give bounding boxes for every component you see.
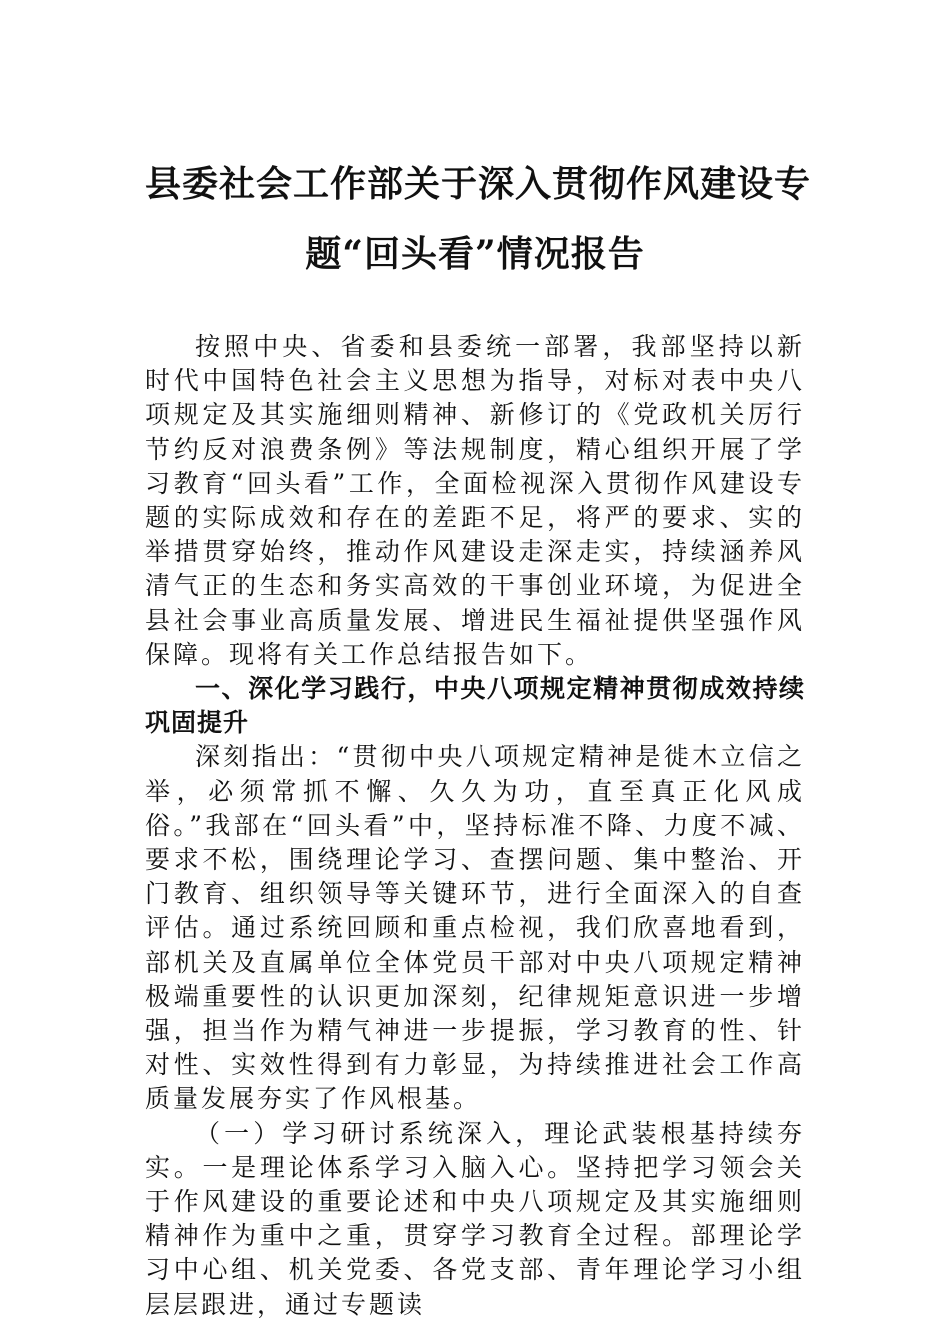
section-heading-1: 一、深化学习践行，中央八项规定精神贯彻成效持续巩固提升 [145,674,805,738]
document-title-line-1: 县委社会工作部关于深入贯彻作风建设专 [145,163,812,205]
paragraph-intro: 按照中央、省委和县委统一部署，我部坚持以新时代中国特色社会主义思想为指导，对标对表中央八项规定及其实施细则精神、新修订的《党政机关厉行节约反对浪费条例》等法规制度，精心组织开展了学习教育“回头看”工作，全面检视深入贯彻作风建设专题的实际成效和存在的差距不足，将严的要求、实的举措贯穿始终，推动作风建设走深走实，持续涵养风清气正的生态和务实高效的干事创业环境，为促进全县社会事业高质量发展、增进民生福祉提供坚强作风保障。现将有关工作总结报告如下。 [145,332,805,669]
paragraph-section-1: 深刻指出：“贯彻中央八项规定精神是徙木立信之举，必须常抓不懈、久久为功，直至真正化风成俗。”我部在“回头看”中，坚持标准不降、力度不减、要求不松，围绕理论学习、查摆问题、集中整治、开门教育、组织领导等关键环节，进行全面深入的自查评估。通过系统回顾和重点检视，我们欣喜地看到，部机关及直属单位全体党员干部对中央八项规定精神极端重要性的认识更加深刻，纪律规矩意识进一步增强，担当作为精气神进一步提振，学习教育的性、针对性、实效性得到有力彰显，为持续推进社会工作高质量发展夯实了作风根基。 [145,742,805,1114]
document-title-line-2: 题“回头看”情况报告 [305,233,645,275]
document-body [145,330,805,1322]
paragraph-subsection-1: （一）学习研讨系统深入，理论武装根基持续夯实。一是理论体系学习入脑入心。坚持把学习领会关于作风建设的重要论述和中央八项规定及其实施细则精神作为重中之重，贯穿学习教育全过程。部理论学习中心组、机关党委、各党支部、青年理论学习小组层层跟进，通过专题读 [145,1118,805,1319]
